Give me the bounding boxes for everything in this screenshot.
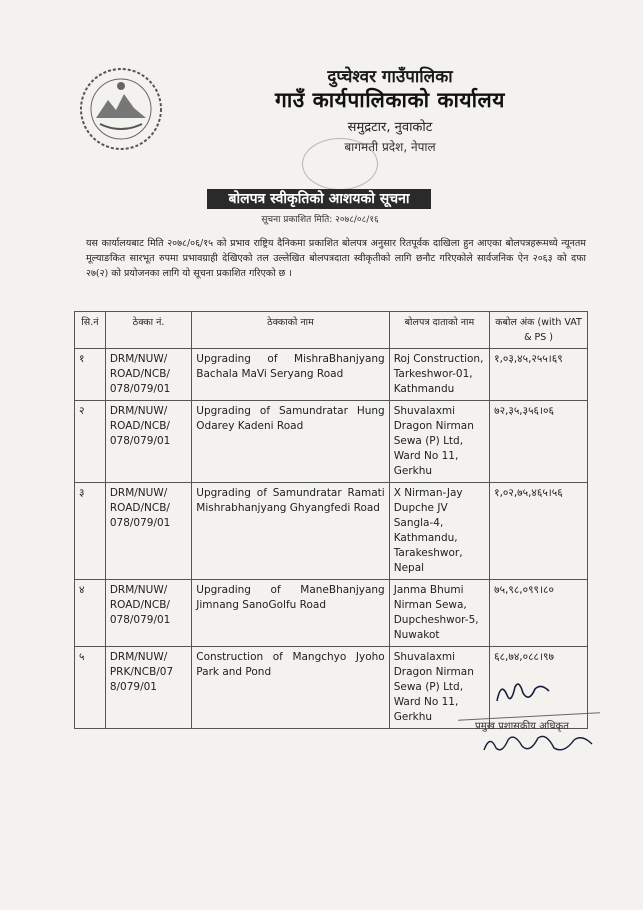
office-province: बागमती प्रदेश, नेपाल xyxy=(344,140,436,154)
signature-mark xyxy=(493,677,553,707)
row-contract-no: DRM/NUW/ ROAD/NCB/ 078/079/01 xyxy=(105,349,191,401)
header-contract-name: ठेक्काको नाम xyxy=(192,312,389,349)
row-amount: १,०२,७५,४६५।५६ xyxy=(490,483,588,580)
office-name: गाउँ कार्यपालिकाको कार्यालय xyxy=(275,88,505,112)
row-amount: ६८,७४,०८८।९७ xyxy=(490,647,588,729)
published-date: सूचना प्रकाशित मिति: २०७८/०८/१६ xyxy=(261,215,379,225)
table-row xyxy=(75,349,588,401)
row-amount: ७५,९८,०९९।८० xyxy=(490,580,588,647)
row-sn: ५ xyxy=(75,647,106,729)
row-amount: ७२,३५,३५६।०६ xyxy=(490,401,588,483)
handwritten-date xyxy=(478,730,598,756)
header-bidder: बोलपत्र दाताको नाम xyxy=(389,312,489,349)
row-bidder: Janma Bhumi Nirman Sewa, Dupcheshwor-5, Nuwakot xyxy=(389,580,489,647)
row-sn: २ xyxy=(75,401,106,483)
table-header-row xyxy=(75,312,588,349)
row-bidder: X Nirman-Jay Dupche JV Sangla-4, Kathmandu, Tarakeshwor, Nepal xyxy=(389,483,489,580)
row-contract-name: Upgrading of Samundratar Ramati Mishrabhanjyang Ghyangfedi Road xyxy=(192,483,389,580)
table-row xyxy=(75,580,588,647)
table-row xyxy=(75,483,588,580)
office-address: समुद्रटार, नुवाकोट xyxy=(347,120,433,135)
row-sn: ३ xyxy=(75,483,106,580)
row-contract-name: Upgrading of MishraBhanjyang Bachala MaVi Seryang Road xyxy=(192,349,389,401)
row-contract-no: DRM/NUW/ PRK/NCB/07 8/079/01 xyxy=(105,647,191,729)
header-sn: सि.नं xyxy=(75,312,106,349)
row-contract-name: Upgrading of ManeBhanjyang Jimnang SanoGolfu Road xyxy=(192,580,389,647)
bid-table xyxy=(74,311,588,729)
municipality-name: दुप्चेश्वर गाउँपालिका xyxy=(327,67,453,87)
notice-title: बोलपत्र स्वीकृतिको आशयको सूचना xyxy=(207,189,431,209)
row-contract-no: DRM/NUW/ ROAD/NCB/ 078/079/01 xyxy=(105,483,191,580)
nepal-emblem-icon xyxy=(78,66,164,152)
row-contract-name: Upgrading of Samundratar Hung Odarey Kadeni Road xyxy=(192,401,389,483)
row-contract-no: DRM/NUW/ ROAD/NCB/ 078/079/01 xyxy=(105,580,191,647)
row-bidder: Shuvalaxmi Dragon Nirman Sewa (P) Ltd, Ward No 11, Gerkhu xyxy=(389,401,489,483)
notice-body: यस कार्यालयबाट मिति २०७८/०६/१५ को प्रभाव राष्ट्रिय दैनिकमा प्रकाशित बोलपत्र अनुसार रितपूर्वक दाखिला हुन आएका बोलपत्रहरूमध्ये न्यूनतम मूल्याङकित सारभूत रुपमा प्रभावग्राही देखिएको तल उल्लेखित बोलपत्रदाता स्वीकृतीको लागि छनौट गरिएकोले सार्वजनिक ऐन २०६३ को दफा २७(२) को प्रयोजनका लागि यो सूचना प्रकाशित गरिएको छ । xyxy=(86,238,586,279)
header-amount: कबोल अंक (with VAT & PS ) xyxy=(490,312,588,349)
row-amount: १,०३,४५,२५५।६९ xyxy=(490,349,588,401)
row-contract-name: Construction of Mangchyo Jyoho Park and Pond xyxy=(192,647,389,729)
row-contract-no: DRM/NUW/ ROAD/NCB/ 078/079/01 xyxy=(105,401,191,483)
row-bidder: Roj Construction, Tarkeshwor-01, Kathmandu xyxy=(389,349,489,401)
table-row xyxy=(75,401,588,483)
office-stamp xyxy=(302,138,378,190)
row-sn: १ xyxy=(75,349,106,401)
row-bidder: Shuvalaxmi Dragon Nirman Sewa (P) Ltd, Ward No 11, Gerkhu xyxy=(389,647,489,729)
signatory-title: प्रमुख प्रशासकीय अधिकृत xyxy=(475,721,569,732)
row-sn: ४ xyxy=(75,580,106,647)
header-contract-no: ठेक्का नं. xyxy=(105,312,191,349)
